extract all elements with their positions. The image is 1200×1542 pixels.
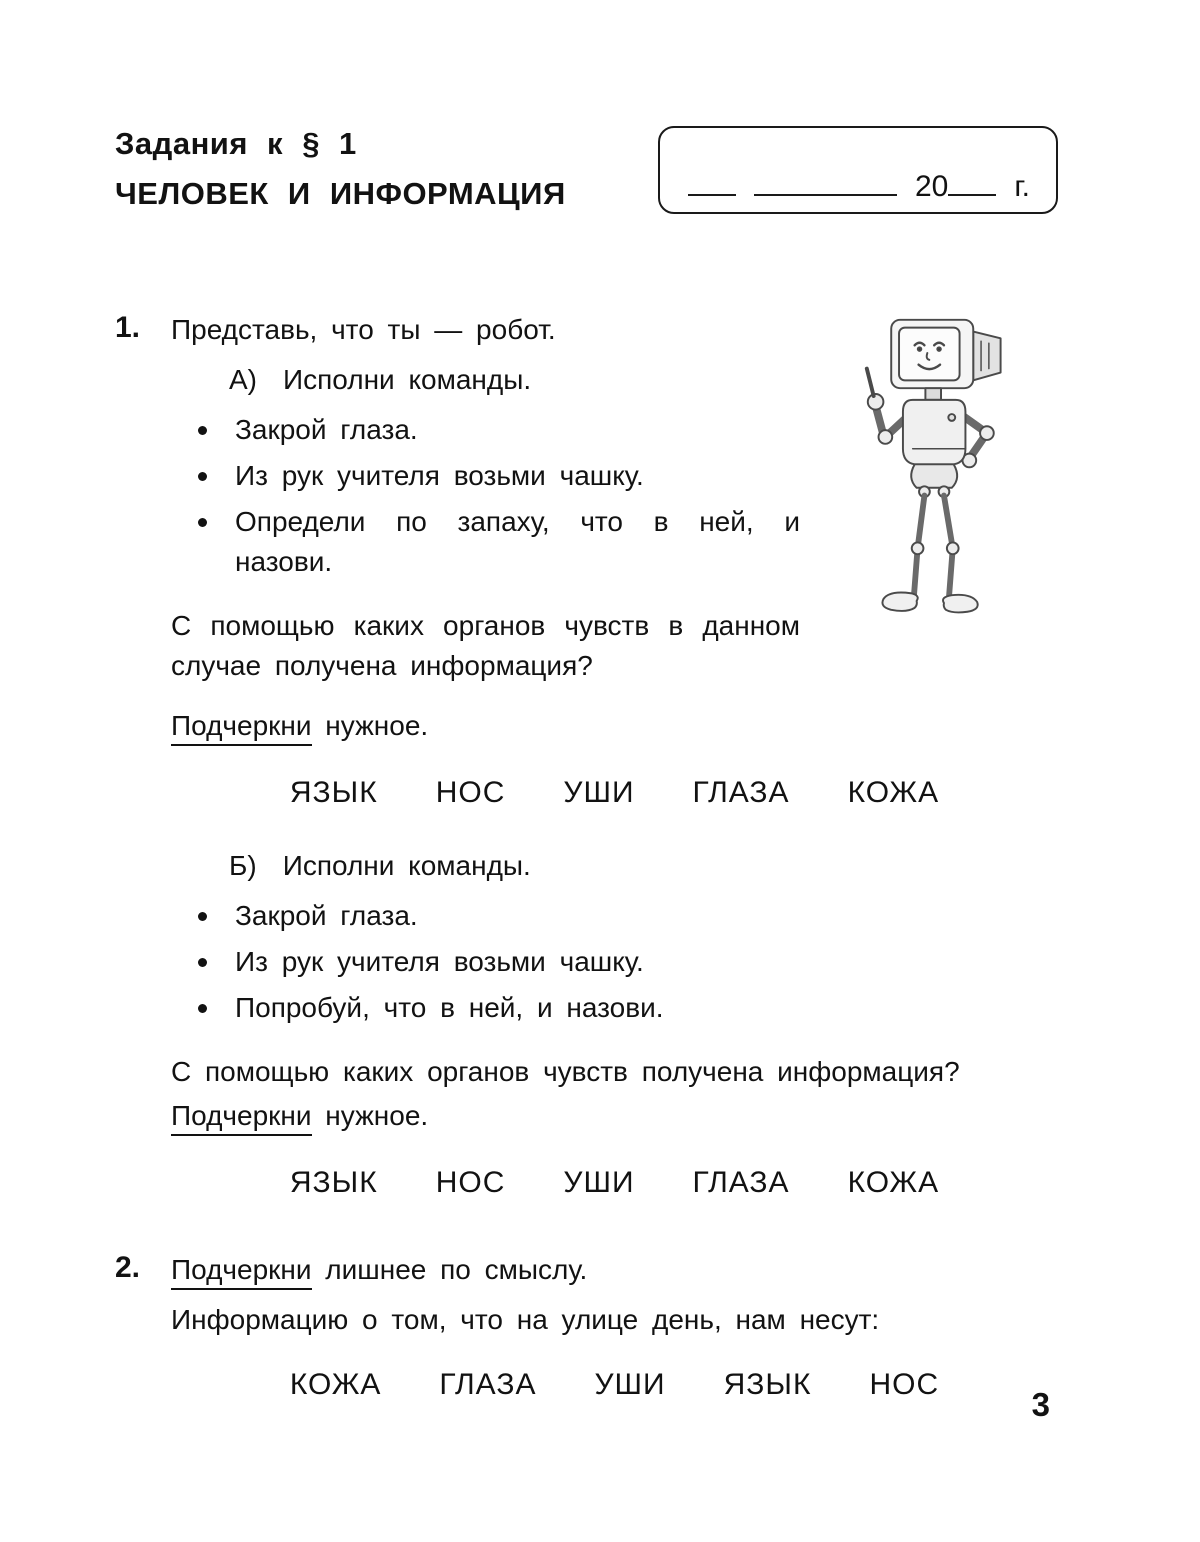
section-label: Задания к § 1 — [115, 126, 357, 161]
choice-word[interactable]: КОЖА — [289, 1368, 382, 1401]
part-b-heading — [171, 846, 1058, 886]
page-number: 3 — [1031, 1386, 1050, 1423]
choice-word[interactable]: ЯЗЫК — [289, 1166, 378, 1199]
bullet-item: Из рук учителя возьми чашку. — [171, 456, 1058, 496]
date-month-blank[interactable] — [754, 194, 897, 196]
header — [115, 126, 1058, 214]
part-b-bullets — [171, 896, 1058, 1028]
part-b-label: Б) — [229, 850, 257, 881]
choice-word[interactable]: КОЖА — [847, 1166, 940, 1199]
bullet-item: Закрой глаза. — [171, 896, 1058, 936]
choice-word[interactable]: КОЖА — [847, 776, 940, 809]
underlined-word: Подчеркни — [171, 1254, 312, 1290]
bullet-item: Попробуй, что в ней, и назови. — [171, 988, 1058, 1028]
task-1-intro: Представь, что ты — робот. — [171, 314, 556, 345]
bullet-item: Определи по запаху, что в ней, и назови. — [171, 502, 1058, 582]
part-b-question: С помощью каких органов чувств получена информация? — [171, 1056, 960, 1087]
page-title: ЧЕЛОВЕК И ИНФОРМАЦИЯ — [115, 176, 566, 211]
part-b — [171, 846, 1058, 1200]
date-box — [658, 126, 1058, 214]
choice-word[interactable]: ЯЗЫК — [289, 776, 378, 809]
choice-word[interactable]: ГЛАЗА — [439, 1368, 537, 1401]
page-content — [115, 126, 1058, 1402]
task-2 — [115, 1250, 1058, 1402]
choice-word[interactable]: НОС — [869, 1368, 940, 1401]
underlined-word: Подчеркни — [171, 710, 312, 746]
task-1-body — [171, 310, 1058, 1200]
task-2-number: 2. — [115, 1251, 141, 1284]
underlined-word: Подчеркни — [171, 1100, 312, 1136]
choice-word[interactable]: УШИ — [563, 1166, 635, 1199]
choice-word[interactable]: НОС — [435, 1166, 506, 1199]
choice-word[interactable]: ГЛАЗА — [692, 1166, 790, 1199]
date-year-suffix: г. — [1014, 170, 1030, 203]
instruction-rest: нужное. — [311, 1100, 429, 1131]
part-b-word-choices — [171, 1166, 1058, 1200]
choice-word[interactable]: НОС — [435, 776, 506, 809]
choice-word[interactable]: УШИ — [594, 1368, 666, 1401]
date-year-prefix: 20 — [915, 170, 949, 203]
instruction-rest: лишнее по смыслу. — [311, 1254, 588, 1285]
date-year-group — [915, 170, 996, 204]
task-1 — [115, 310, 1058, 1200]
choice-word[interactable]: УШИ — [563, 776, 635, 809]
date-day-blank[interactable] — [688, 194, 736, 196]
date-year-blank[interactable] — [948, 194, 996, 196]
bullet-item: Закрой глаза. — [171, 410, 1058, 450]
part-a-title: Исполни команды. — [283, 364, 532, 395]
choice-word[interactable]: ЯЗЫК — [723, 1368, 812, 1401]
part-a-instruction — [171, 706, 1058, 746]
header-titles — [115, 126, 566, 212]
task-2-instruction — [171, 1250, 1058, 1290]
task-1-number: 1. — [115, 311, 141, 344]
part-a-label: А) — [229, 364, 257, 395]
part-b-title: Исполни команды. — [282, 850, 531, 881]
task-2-body — [171, 1250, 1058, 1402]
part-a-question: С помощью каких органов чувств в данном случае получена информация? — [171, 610, 800, 681]
part-a-word-choices — [171, 776, 1058, 810]
task-2-intro: Информацию о том, что на улице день, нам несут: — [171, 1304, 880, 1335]
choice-word[interactable]: ГЛАЗА — [692, 776, 790, 809]
instruction-rest: нужное. — [311, 710, 429, 741]
bullet-item: Из рук учителя возьми чашку. — [171, 942, 1058, 982]
task-2-word-choices — [171, 1368, 1058, 1402]
part-b-instruction — [171, 1096, 1058, 1136]
